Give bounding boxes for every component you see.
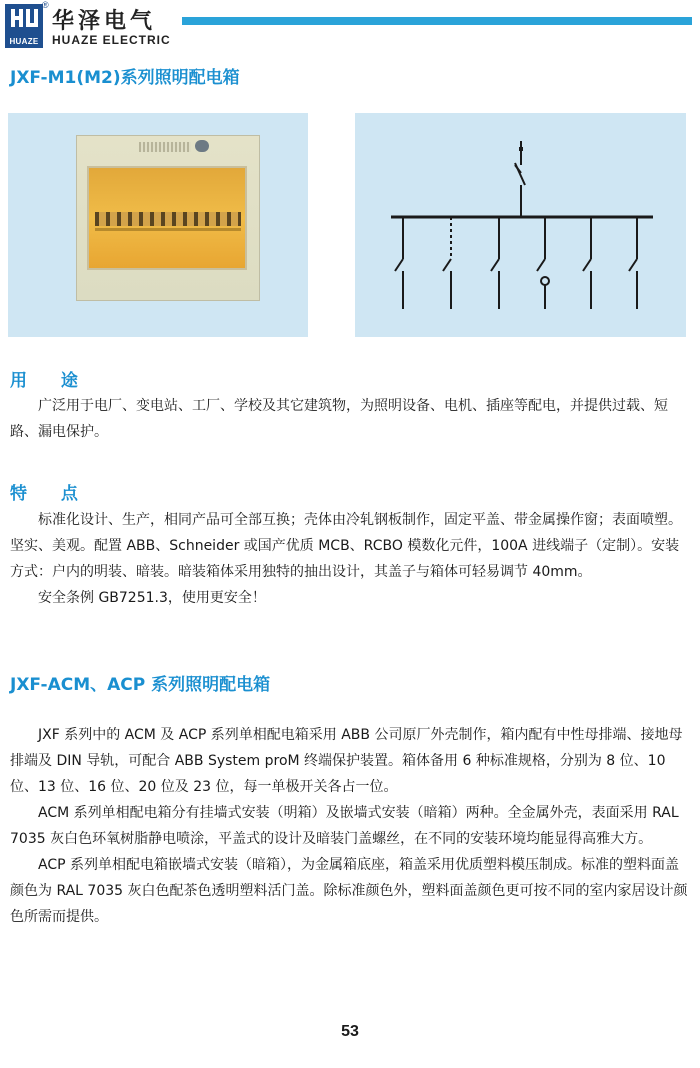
- feeder-3: [491, 217, 499, 309]
- usage-text: 广泛用于电厂、变电站、工厂、学校及其它建筑物，为照明设备、电机、插座等配电，并提供过载、短路、漏电保护。: [10, 398, 668, 440]
- operation-window: [87, 166, 247, 270]
- section-title-m1: JXF-M1(M2)系列照明配电箱: [10, 68, 240, 88]
- features-paragraph: [10, 507, 688, 585]
- acp-text-3: ACP 系列单相配电箱嵌墙式安装（暗箱），为金属箱底座，箱盖采用优质塑料模压制成。标准的塑料面盖颜色为 RAL 7035 灰白色配茶色透明塑料活门盖。除标准颜色外，塑料面盖颜色更可按不同的室内家居设计颜色所需而提供。: [10, 857, 688, 925]
- wiring-diagram: [355, 113, 686, 337]
- feeder-4: [537, 217, 549, 309]
- breaker-row: [95, 212, 241, 226]
- section-title-acm: JXF-ACM、ACP 系列照明配电箱: [10, 675, 271, 695]
- acp-paragraph-3: [10, 852, 688, 930]
- registered-mark: ®: [42, 0, 49, 10]
- din-rail: [95, 228, 241, 231]
- features-text: 标准化设计、生产，相同产品可全部互换；壳体由冷轧钢板制作，固定平盖、带金属操作窗；表面喷塑。坚实、美观。配置 ABB、Schneider 或国产优质 MCB、RCBO 模数化元件，100A 进线端子（定制）。安装方式：户内的明装、暗装。暗装箱体采用独特的抽出设计，其盖子与箱体可轻易调节 40mm。: [10, 512, 682, 580]
- page-number: 53: [341, 1023, 359, 1040]
- acm-paragraph-2: [10, 800, 688, 852]
- vent-icon: [139, 142, 191, 152]
- logo-text: HUAZE: [9, 37, 39, 46]
- product-photo: [8, 113, 308, 337]
- single-line-diagram: [355, 113, 686, 337]
- acm-text-2: ACM 系列单相配电箱分有挂墙式安装（明箱）及嵌墙式安装（暗箱）两种。全金属外壳，表面采用 RAL 7035 灰白色环氧树脂静电喷涂，平盖式的设计及暗装门盖螺丝，在不同的安装环境均能显得高雅大方。: [10, 805, 679, 847]
- safety-text: 安全条例 GB7251.3，使用更安全！: [38, 590, 266, 606]
- brand-name-en: HUAZE ELECTRIC: [52, 33, 171, 47]
- brand-name-cn: 华泽电气: [52, 9, 157, 34]
- features-heading: 特 点: [10, 484, 92, 504]
- safety-paragraph: [10, 585, 688, 611]
- header-accent-bar: [182, 17, 692, 25]
- feeder-2: [443, 217, 451, 309]
- usage-paragraph: [10, 393, 688, 445]
- feeder-1: [395, 217, 403, 309]
- badge-icon: [195, 140, 209, 152]
- acm-paragraph-1: [10, 722, 688, 800]
- acm-text-1: JXF 系列中的 ACM 及 ACP 系列单相配电箱采用 ABB 公司原厂外壳制作，箱内配有中性母排端、接地母排端及 DIN 导轨，可配合 ABB System proM 终端保护装置。箱体备用 6 种标准规格，分别为 8 位、10 位、13 位、16 位、20 位及 23 位，每一单极开关各占一位。: [10, 727, 683, 795]
- incoming-switch: [515, 163, 525, 185]
- usage-heading: 用 途: [10, 371, 92, 391]
- feeder-6: [629, 217, 637, 309]
- feeder-5: [583, 217, 591, 309]
- distribution-box-panel: [76, 135, 260, 301]
- huaze-logo-icon: [5, 4, 43, 48]
